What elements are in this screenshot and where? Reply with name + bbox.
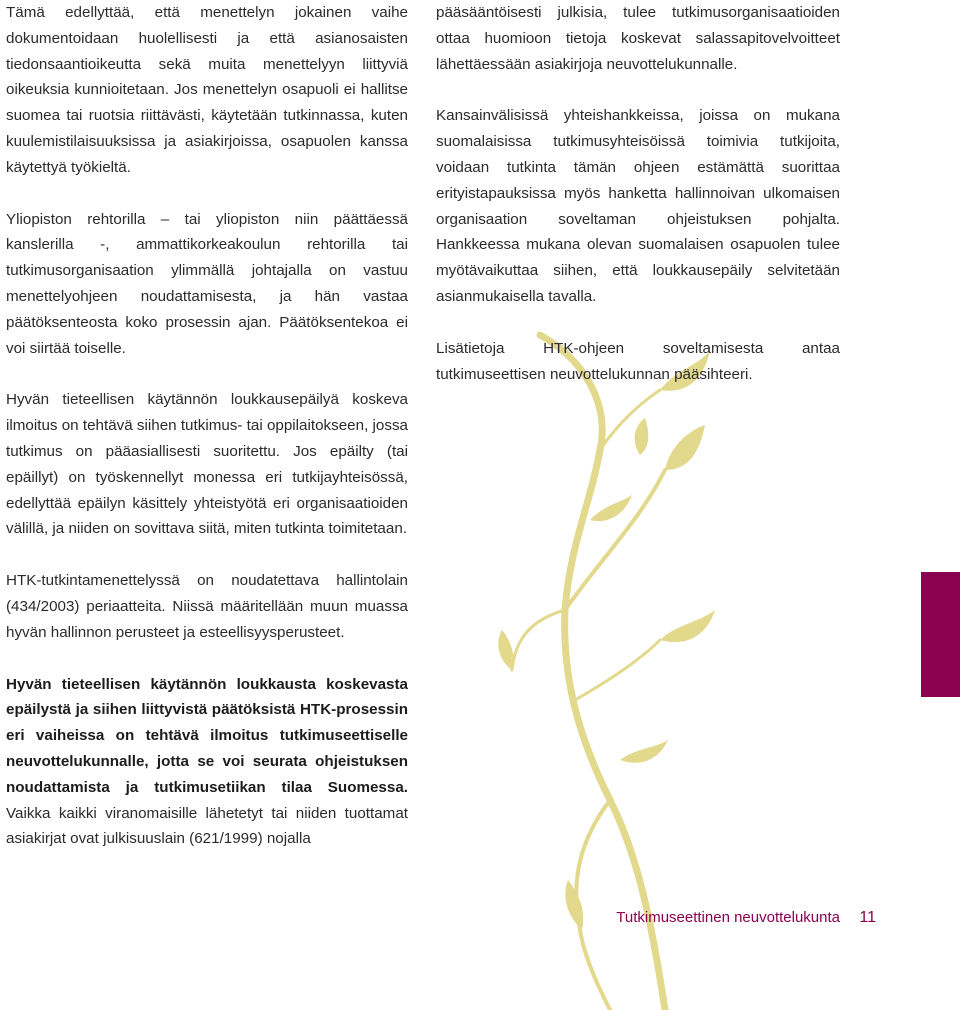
right-paragraph-3: Lisätietoja HTK-ohjeen soveltamisesta antaa tutkimuseettisen neuvottelukunnan pääsihteeri. [436,339,840,383]
vine-leaf-5 [498,630,513,670]
page-footer [600,905,880,931]
vine-stem-6 [512,610,565,670]
page-number: 11 [859,909,876,926]
page-tab-marker [921,572,960,697]
left-paragraph-3: Hyvän tieteellisen käytännön loukkausepäilyä koskeva ilmoitus on tehtävä siihen tutkimus- tai oppilaitokseen, jossa tutkimus on pääasiallisesti suoritettu. Jos epäilty (tai epäillyt) on työskennellyt monessa eri tutkijayhteisössä, edellyttää epäilyn käsittely yhteistyötä eri organisaatioiden välillä, ja niiden on sovittava siitä, miten tutkinta toimitetaan. [6,391,408,538]
right-paragraph-1: pääsääntöisesti julkisia, tulee tutkimusorganisaatioiden ottaa huomioon tietoja koskevat salassapitovelvoitteet lähettäessään asiakirjoja neuvottelukunnalle. [436,4,840,73]
vine-stem-5 [600,390,660,450]
right-text-column [436,0,840,387]
footer-publication-title: Tutkimuseettinen neuvottelukunta [616,909,840,926]
left-text-column [6,0,408,852]
vine-leaf-4 [660,610,715,642]
left-paragraph-2: Yliopiston rehtorilla – tai yliopiston niin päättäessä kanslerilla -, ammattikorkeakoulun rehtorilla tai tutkimusorganisaation ylimmällä johtajalla on vastuu menettelyohjeen noudattamisesta, ja hän vastaa päätöksenteosta koko prosessin ajan. Päätöksentekoa ei voi siirtää toiselle. [6,210,408,357]
vine-leaf-2 [665,425,705,470]
right-paragraph-2: Kansainvälisissä yhteishankkeissa, joissa on mukana suomalaisissa tutkimusyhteisöissä toimivia tutkijoita, voidaan tutkinta tämän ohjeen estämättä suorittaa erityistapauksissa myös hanketta hallinnoivan ulkomaisen organisaation soveltaman ohjeistuksen pohjalta. Hankkeessa mukana olevan suomalaisen osapuolen tulee myötävaikuttaa siihen, että loukkausepäily selvitetään asianmukaisella tavalla. [436,107,840,305]
vine-leaf-6 [590,495,632,521]
vine-leaf-7 [565,880,583,930]
vine-stem-3 [575,640,660,700]
left-paragraph-5-continuation: Vaikka kaikki viranomaisille lähetetyt tai niiden tuottamat asiakirjat ovat julkisuuslain (621/1999) nojalla [6,804,408,848]
vine-leaf-3 [635,418,649,455]
left-paragraph-5 [6,672,408,853]
highlighted-notice-text: Hyvän tieteellisen käytännön loukkausta koskevasta epäilystä ja siihen liittyvistä päätöksistä HTK-prosessin eri vaiheissa on tehtävä ilmoitus tutkimuseettiselle neuvottelukunnalle, jotta se voi seurata ohjeistuksen noudattamista ja tutkimusetiikan tilaa Suomessa. [6,675,408,796]
vine-leaf-8 [620,740,668,763]
left-paragraph-4: HTK-tutkintamenettelyssä on noudatettava hallintolain (434/2003) periaatteita. Niissä määritellään muun muassa hyvän hallinnon perusteet ja esteellisyysperusteet. [6,572,408,641]
left-paragraph-1: Tämä edellyttää, että menettelyn jokainen vaihe dokumentoidaan huolellisesti ja että asianosaisten tiedonsaantioikeutta sekä muita menettelyyn liittyviä oikeuksia kunnioitetaan. Jos menettelyn osapuoli ei hallitse suomea tai ruotsia riittävästi, käytetään tutkinnassa, kuten kuulemistilaisuuksissa ja asiakirjoissa, osapuolen kanssa käytettyä työkieltä. [6,4,408,176]
